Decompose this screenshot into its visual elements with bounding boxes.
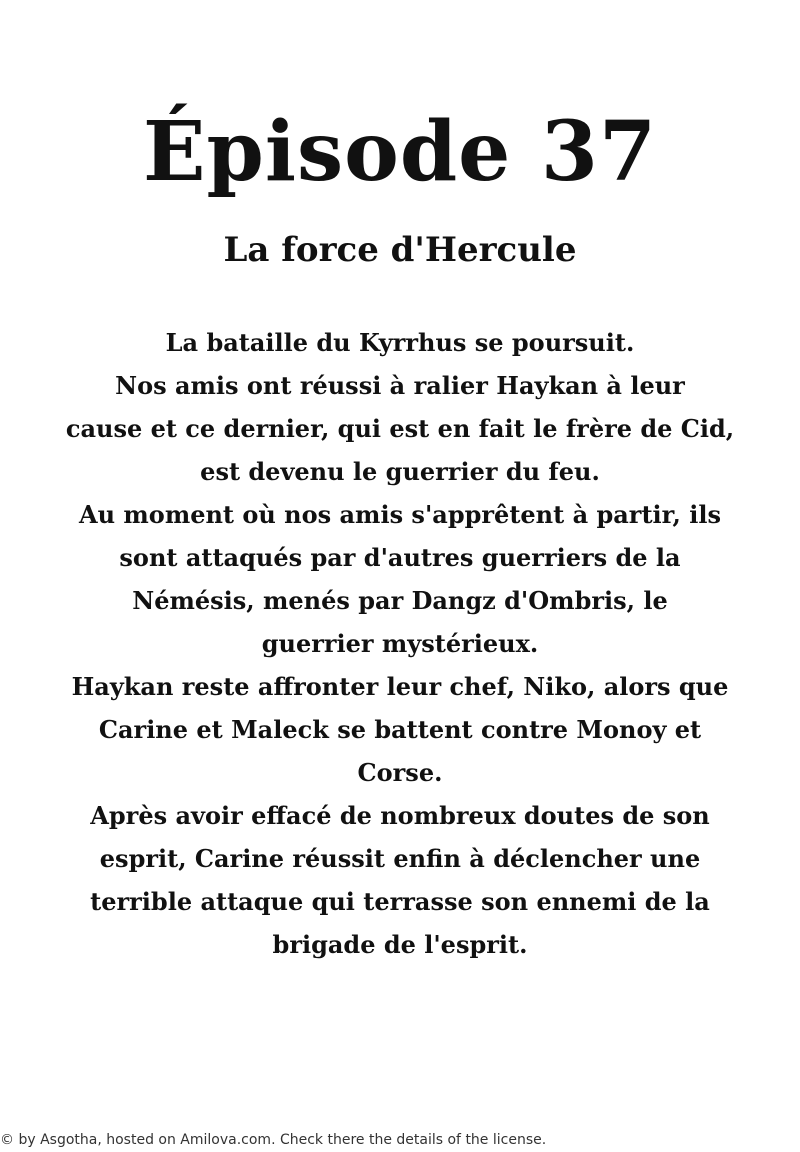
summary-line: Corse.: [357, 758, 443, 787]
summary-line: Après avoir effacé de nombreux doutes de son: [90, 801, 710, 830]
summary-line: Nos amis ont réussi à ralier Haykan à leur: [115, 371, 685, 400]
summary-line: cause et ce dernier, qui est en fait le frère de Cid,: [65, 414, 735, 443]
chapter-summary: [60, 321, 740, 966]
summary-line: Au moment où nos amis s'apprêtent à partir, ils: [78, 500, 722, 529]
summary-line: Némésis, menés par Dangz d'Ombris, le: [132, 586, 668, 615]
summary-line: est devenu le guerrier du feu.: [200, 457, 600, 486]
summary-line: Haykan reste affronter leur chef, Niko, alors que: [71, 672, 729, 701]
summary-line: esprit, Carine réussit enfin à déclencher une: [99, 844, 701, 873]
summary-line: guerrier mystérieux.: [261, 629, 539, 658]
summary-line: Carine et Maleck se battent contre Monoy et: [98, 715, 702, 744]
summary-line: brigade de l'esprit.: [272, 930, 528, 959]
summary-line: La bataille du Kyrrhus se poursuit.: [165, 328, 635, 357]
summary-line: sont attaqués par d'autres guerriers de la: [119, 543, 681, 572]
chapter-subtitle: La force d'Hercule: [223, 230, 577, 270]
summary-line: terrible attaque qui terrasse son ennemi de la: [90, 887, 710, 916]
chapter-title: Épisode 37: [142, 104, 657, 200]
license-credit: © by Asgotha, hosted on Amilova.com. Check there the details of the license.: [0, 1132, 547, 1148]
